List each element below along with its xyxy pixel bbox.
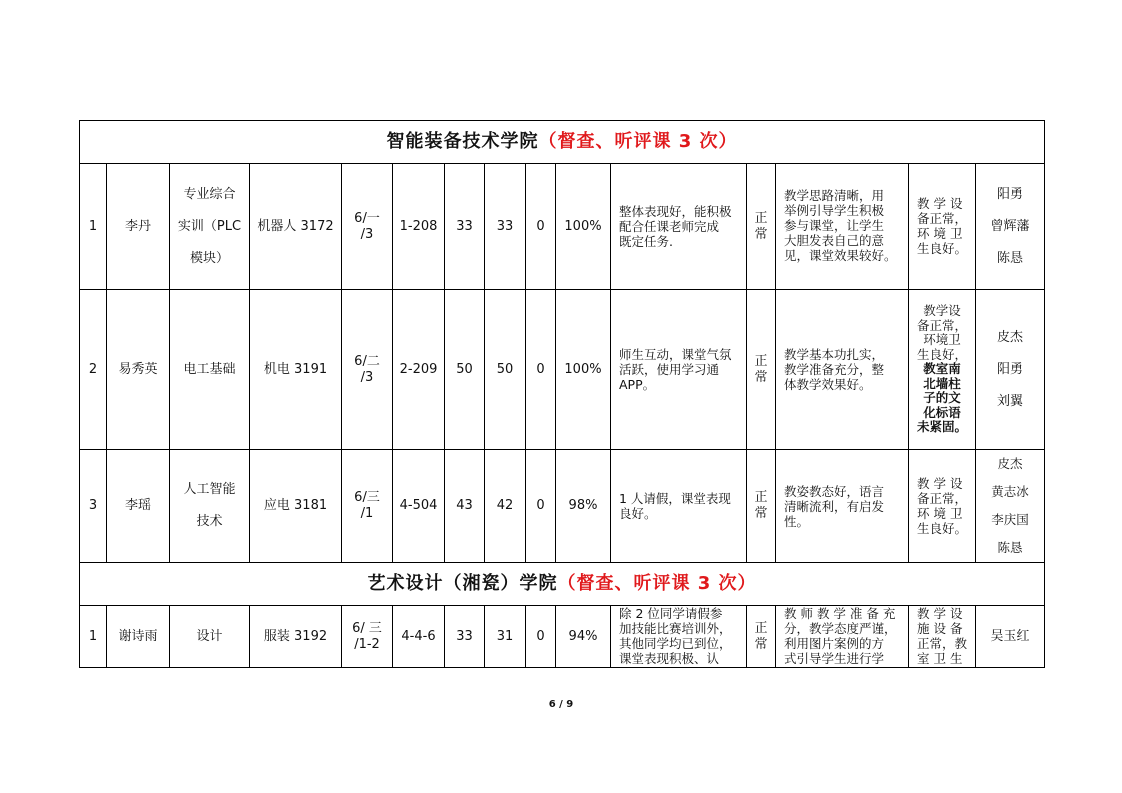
status: 正 常 (747, 606, 776, 668)
present-count: 31 (485, 606, 526, 668)
status: 正 常 (747, 164, 776, 290)
present-count: 50 (485, 290, 526, 450)
environment-note: 教 学 设 备正常， 环 境 卫 生良好。 (909, 164, 976, 290)
section-title: 智能装备技术学院 (386, 131, 539, 152)
row-number: 1 (80, 606, 107, 668)
student-performance: 除 2 位同学请假参 加技能比赛培训外， 其他同学均已到位， 课堂表现积极、认 (611, 606, 747, 668)
course-name: 设计 (170, 606, 250, 668)
expected-count: 33 (445, 606, 485, 668)
inspectors: 皮杰 阳勇 刘翼 (976, 290, 1045, 450)
table-row (80, 290, 1045, 450)
section-note: （督查、听评课 3 次） (538, 131, 738, 152)
teaching-evaluation: 教学思路清晰，用 举例引导学生积极 参与课堂，让学生 大胆发表自己的意 见，课堂效果较好。 (776, 164, 909, 290)
table-row (80, 164, 1045, 290)
class-name: 机电 3191 (250, 290, 342, 450)
row-number: 3 (80, 450, 107, 563)
teaching-evaluation: 教 师 教 学 准 备 充 分，教学态度严谨， 利用图片案例的方 式引导学生进行学 (776, 606, 909, 668)
student-performance: 师生互动，课堂气氛 活跃，使用学习通 APP。 (611, 290, 747, 450)
class-time: 6/ 三 /1-2 (342, 606, 393, 668)
table-row (80, 450, 1045, 563)
classroom: 4-4-6 (393, 606, 445, 668)
class-time: 6/三 /1 (342, 450, 393, 563)
row-number: 1 (80, 164, 107, 290)
absent-count: 0 (526, 164, 556, 290)
expected-count: 50 (445, 290, 485, 450)
environment-note: 教 学 设 备正常， 环 境 卫 生良好。 (909, 450, 976, 563)
teacher-name: 李瑶 (107, 450, 170, 563)
teaching-evaluation: 教学基本功扎实， 教学准备充分，整 体教学效果好。 (776, 290, 909, 450)
expected-count: 33 (445, 164, 485, 290)
teacher-name: 李丹 (107, 164, 170, 290)
section-header (80, 121, 1045, 164)
class-name: 应电 3181 (250, 450, 342, 563)
student-performance: 1 人请假，课堂表现 良好。 (611, 450, 747, 563)
page-number: 6 / 9 (548, 699, 574, 710)
absent-count: 0 (526, 606, 556, 668)
class-name: 服装 3192 (250, 606, 342, 668)
attendance-rate: 94% (556, 606, 611, 668)
status: 正 常 (747, 290, 776, 450)
class-time: 6/二 /3 (342, 290, 393, 450)
inspection-table (79, 120, 1045, 668)
teaching-evaluation: 教姿教态好，语言 清晰流利，有启发 性。 (776, 450, 909, 563)
environment-issue: 教室南 (923, 361, 961, 377)
classroom: 1-208 (393, 164, 445, 290)
inspectors: 吴玉红 (976, 606, 1045, 668)
status: 正 常 (747, 450, 776, 563)
section-title: 艺术设计（湘瓷）学院 (367, 573, 558, 594)
attendance-rate: 98% (556, 450, 611, 563)
environment-note: 教 学 设 施 设 备 正常，教 室 卫 生 (909, 606, 976, 668)
teacher-name: 谢诗雨 (107, 606, 170, 668)
class-name: 机器人 3172 (250, 164, 342, 290)
attendance-rate: 100% (556, 290, 611, 450)
present-count: 33 (485, 164, 526, 290)
classroom: 4-504 (393, 450, 445, 563)
classroom: 2-209 (393, 290, 445, 450)
row-number: 2 (80, 290, 107, 450)
inspectors: 皮杰 黄志冰 李庆国 陈恳 (976, 450, 1045, 563)
inspectors: 阳勇 曾辉藩 陈恳 (976, 164, 1045, 290)
course-name: 人工智能 技术 (170, 450, 250, 563)
student-performance: 整体表现好，能积极 配合任课老师完成 既定任务. (611, 164, 747, 290)
environment-note: 教学设 备正常， 环境卫 生良好， 教室南 北墙柱 子的文 化标语 未紧固。 (909, 290, 976, 450)
course-name: 电工基础 (170, 290, 250, 450)
teacher-name: 易秀英 (107, 290, 170, 450)
present-count: 42 (485, 450, 526, 563)
absent-count: 0 (526, 450, 556, 563)
course-name: 专业综合 实训（PLC 模块） (170, 164, 250, 290)
table-row (80, 606, 1045, 668)
expected-count: 43 (445, 450, 485, 563)
section-header (80, 563, 1045, 606)
section-note: （督查、听评课 3 次） (557, 573, 757, 594)
absent-count: 0 (526, 290, 556, 450)
attendance-rate: 100% (556, 164, 611, 290)
class-time: 6/一 /3 (342, 164, 393, 290)
